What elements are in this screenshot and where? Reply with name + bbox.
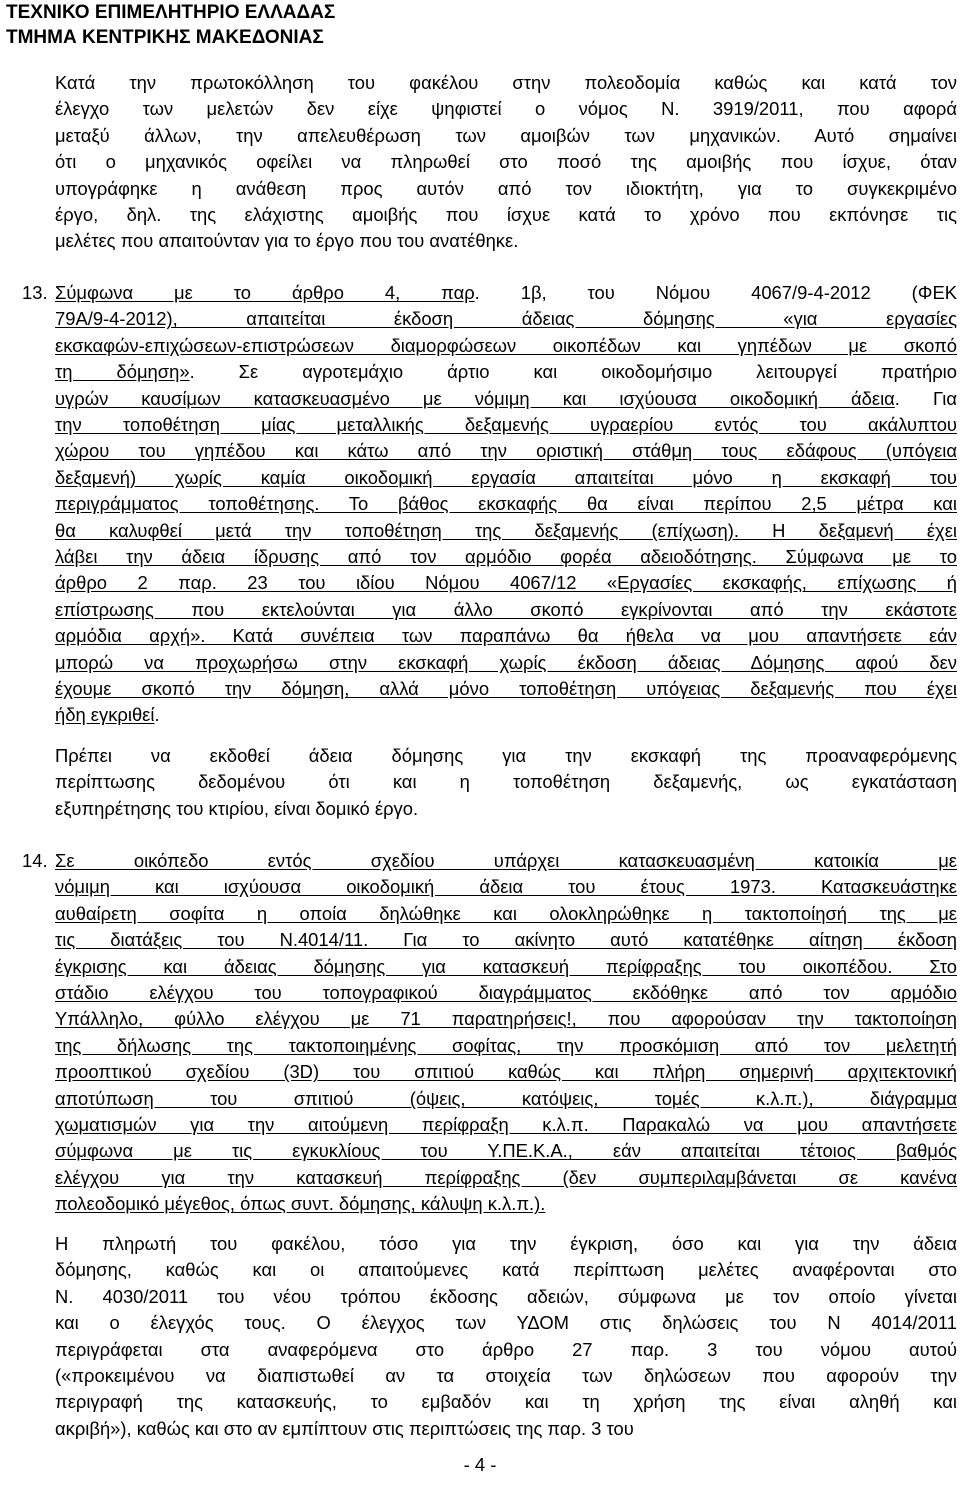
text-segment: περίπτωσης δεδομένου ότι και η τοποθέτηση δεξαμενής, ως εγκατάσταση <box>55 771 957 792</box>
text-line <box>55 333 957 359</box>
text-segment: Ν. 4030/2011 του νέου τρόπου έκδοσης αδειών, σύμφωνα με τον οποίο γίνεται <box>55 1286 957 1307</box>
underlined-text: μπορώ να προχωρήσω στην εκσκαφή χωρίς έκδοση άδειας Δόμησης αφού δεν <box>55 652 957 673</box>
underlined-text: τις διατάξεις του Ν.4014/11 <box>55 929 364 950</box>
underlined-text: περιγράμματος τοποθέτησης <box>55 493 315 514</box>
underlined-text: σύμφωνα με τις εγκυκλίους του Υ.ΠΕ.Κ.Α. <box>55 1140 568 1161</box>
underlined-text: υγρών καυσίμων κατασκευασμένο με νόμιμη και ισχύουσα οικοδομική άδεια <box>55 388 895 409</box>
underlined-text: αυθαίρετη σοφίτα η οποία δηλώθηκε και ολοκληρώθηκε η τακτοποίησή της με <box>55 903 957 924</box>
underlined-text: , εάν απαιτείται τέτοιος βαθμός <box>567 1140 957 1161</box>
underlined-text: !, που αφορούσαν την τακτοποίηση <box>566 1008 957 1029</box>
underlined-text: πολεοδομικό μέγεθος, όπως συντ. δόμησης, κάλυψη κ.λ.π.). <box>55 1193 546 1214</box>
underlined-text: αρμόδια αρχή» <box>55 625 201 646</box>
text-segment: και ο έλεγχός τους. Ο έλεγχος των ΥΔΟΜ στις δηλώσεις του Ν 4014/2011 <box>55 1312 957 1333</box>
text-line <box>55 123 957 149</box>
text-line <box>55 1363 957 1389</box>
text-line <box>55 149 957 175</box>
underlined-text: χωματισμών για την αιτούμενη περίφραξη κ.λ.π <box>55 1114 584 1135</box>
text-line <box>55 676 957 702</box>
underlined-text: άρθρο 2 παρ <box>55 572 212 593</box>
text-line <box>55 1059 957 1085</box>
underlined-text: . Το βάθος εκσκαφής θα είναι περίπου 2,5 μέτρα και <box>314 493 958 514</box>
underlined-text: . Κατασκευάστηκε <box>770 876 957 897</box>
underlined-text: . Σύμφωνα με το <box>751 546 957 567</box>
underlined-text: . Για το ακίνητο αυτό κατατέθηκε αίτηση έκδοση <box>363 929 957 950</box>
underlined-text: της δήλωσης της τακτοποιημένης σοφίτας, την προσκόμιση από τον μελετητή <box>55 1035 957 1056</box>
text-line <box>55 96 957 122</box>
underlined-text: . Η δεξαμενή έχει <box>733 520 957 541</box>
underlined-text: . Στο <box>887 956 957 977</box>
text-line <box>55 1138 957 1164</box>
text-line <box>55 597 957 623</box>
underlined-text: επίστρωσης που εκτελούνται για άλλο σκοπό εγκρίνονται από την εκάστοτε <box>55 599 957 620</box>
text-line <box>55 1310 957 1336</box>
text-segment: υπογράφηκε η ανάθεση προς αυτόν από τον ιδιοκτήτη, για το συγκεκριμένο <box>55 178 957 199</box>
text-line <box>55 176 957 202</box>
underlined-text: Σύμφωνα με το άρθρο 4, παρ <box>55 282 475 303</box>
underlined-text: τη δόμηση» <box>55 361 190 382</box>
text-line <box>55 228 957 254</box>
text-line <box>55 1165 957 1191</box>
underlined-text: αποτύπωση του σπιτιού (όψεις, κατόψεις, τομές κ.λ.π.), διάγραμμα <box>55 1088 957 1109</box>
text-segment: Η πληρωτή του φακέλου, τόσο για την έγκριση, όσο και για την άδεια <box>55 1233 957 1254</box>
underlined-text: στάδιο ελέγχου του τοπογραφικού διαγράμματος εκδόθηκε από τον αρμόδιο <box>55 982 957 1003</box>
text-line <box>55 769 957 795</box>
underlined-text: λάβει την άδεια ίδρυσης από τον αρμόδιο φορέα αδειοδότησης <box>55 546 752 567</box>
item-14-number: 14. <box>22 850 48 871</box>
text-line <box>55 491 957 517</box>
text-segment: . Σε αγροτεμάχιο άρτιο και οικοδομήσιμο λειτουργεί πρατήριο <box>189 361 957 382</box>
text-line <box>55 1191 957 1217</box>
underlined-text: Σε οικόπεδο εντός σχεδίου υπάρχει κατασκευασμένη κατοικία με <box>55 850 957 871</box>
text-line <box>55 874 957 900</box>
text-line <box>55 980 957 1006</box>
text-segment: περιγράφεται στα αναφερόμενα στο άρθρο 27 παρ. 3 του νόμου αυτού <box>55 1339 957 1360</box>
text-line <box>55 1231 957 1257</box>
text-line <box>55 702 957 728</box>
text-line <box>55 954 957 980</box>
text-line <box>55 1416 957 1442</box>
underlined-text: προοπτικού σχεδίου (3D) του σπιτιού καθώς και πλήρη σημερινή αρχιτεκτονική <box>55 1061 957 1082</box>
underlined-text: . Κατά συνέπεια των παραπάνω θα ήθελα να μου απαντήσετε εάν <box>200 625 957 646</box>
text-segment: περιγραφή της κατασκευής, το εμβαδόν και τη χρήση της είναι αληθή και <box>55 1391 957 1412</box>
text-line <box>55 1337 957 1363</box>
underlined-text: δεξαμενή) χωρίς καμία οικοδομική εργασία απαιτείται μόνο η εκσκαφή του <box>55 467 957 488</box>
underlined-text: ελέγχου για την κατασκευή περίφραξης (δεν συμπεριλαμβάνεται σε κανένα <box>55 1167 957 1188</box>
underlined-text: έχουμε σκοπό την δόμηση, αλλά μόνο τοποθέτηση υπόγειας δεξαμενής που έχει <box>55 678 957 699</box>
text-segment: Κατά την πρωτοκόλληση του φακέλου στην πολεοδομία καθώς και κατά τον <box>55 72 957 93</box>
text-segment: . Για <box>894 388 958 409</box>
text-line <box>55 1086 957 1112</box>
underlined-text: εκσκαφών-επιχώσεων-επιστρώσεων διαμορφώσεων οικοπέδων και γηπέδων με σκοπό <box>55 335 957 356</box>
text-line <box>55 1112 957 1138</box>
text-line <box>55 306 957 332</box>
text-line <box>55 743 957 769</box>
underlined-text: την τοποθέτηση μίας μεταλλικής δεξαμενής υγραερίου εντός του ακάλυπτου <box>55 414 957 435</box>
text-line <box>55 386 957 412</box>
underlined-text: 79Α/9-4-2012), απαιτείται έκδοση άδειας δόμησης «για εργασίες <box>55 308 957 329</box>
text-segment: ακριβή»), καθώς και στο αν εμπίπτουν στις περιπτώσεις της παρ. 3 του <box>55 1418 634 1439</box>
text-line <box>55 796 957 822</box>
text-line <box>55 544 957 570</box>
text-line <box>55 70 957 96</box>
header-organization: ΤΕΧΝΙΚΟ ΕΠΙΜΕΛΗΤΗΡΙΟ ΕΛΛΑΔΑΣ <box>6 2 336 23</box>
underlined-text: έγκρισης και άδειας δόμησης για κατασκευή περίφραξης του οικοπέδου <box>55 956 888 977</box>
document-header <box>6 0 335 50</box>
underlined-text: . Παρακαλώ να μου απαντήσετε <box>583 1114 957 1135</box>
text-segment: έργο, δηλ. της ελάχιστης αμοιβής που ίσχυε κατά το χρόνο που εκπόνησε τις <box>55 204 957 225</box>
underlined-text: ήδη εγκριθεί <box>55 704 155 725</box>
text-line <box>55 650 957 676</box>
text-line <box>55 927 957 953</box>
text-segment: Πρέπει να εκδοθεί άδεια δόμησης για την εκσκαφή της προαναφερόμενης <box>55 745 957 766</box>
text-line <box>55 438 957 464</box>
text-line <box>55 359 957 385</box>
text-segment: δόμησης, καθώς και οι απαιτούμενες κατά περίπτωση μελέτες αναφέρονται στο <box>55 1259 957 1280</box>
text-line <box>55 1389 957 1415</box>
text-line <box>55 570 957 596</box>
text-line <box>55 280 957 306</box>
underlined-text: νόμιμη και ισχύουσα οικοδομική άδεια του έτους 1973 <box>55 876 771 897</box>
underlined-text: Υπάλληλο, φύλλο ελέγχου με 71 παρατηρήσεις <box>55 1008 567 1029</box>
text-line <box>55 1006 957 1032</box>
item-13-number: 13. <box>22 282 48 303</box>
text-segment: μεταξύ άλλων, την απελευθέρωση των αμοιβών των μηχανικών. Αυτό σημαίνει <box>55 125 957 146</box>
underlined-text: χώρου του γηπέδου και κάτω από την οριστική στάθμη τους εδάφους (υπόγεια <box>55 440 957 461</box>
text-segment: εξυπηρέτησης του κτιρίου, είναι δομικό έργο. <box>55 798 419 819</box>
text-line <box>55 1033 957 1059</box>
text-line <box>55 202 957 228</box>
text-segment: μελέτες που απαιτούνταν για το έργο που του ανατέθηκε. <box>55 230 519 251</box>
text-line <box>55 518 957 544</box>
text-line <box>55 623 957 649</box>
text-line <box>55 901 957 927</box>
page-number: - 4 - <box>463 1454 497 1475</box>
text-segment: («προκειμένου να διαπιστωθεί αν τα στοιχεία των δηλώσεων που αφορούν την <box>55 1365 957 1386</box>
header-department: ΤΜΗΜΑ ΚΕΝΤΡΙΚΗΣ ΜΑΚΕΔΟΝΙΑΣ <box>6 27 324 48</box>
text-segment: . 1β, του Νόμου 4067/9-4-2012 (ΦΕΚ <box>474 282 957 303</box>
text-segment: ότι ο μηχανικός οφείλει να πληρωθεί στο ποσό της αμοιβής που ίσχυε, όταν <box>55 151 957 172</box>
text-segment: . <box>154 704 160 725</box>
underlined-text: θα καλυφθεί μετά την τοποθέτηση της δεξαμενής (επίχωση) <box>55 520 734 541</box>
text-line <box>55 1257 957 1283</box>
text-line <box>55 1284 957 1310</box>
underlined-text: . 23 του ιδίου Νόμου 4067/12 «Εργασίες εκσκαφής, επίχωσης ή <box>211 572 958 593</box>
text-line <box>55 465 957 491</box>
text-line <box>55 412 957 438</box>
text-segment: έλεγχο των μελετών δεν είχε ψηφιστεί ο νόμος Ν. 3919/2011, που αφορά <box>55 98 957 119</box>
text-line <box>55 848 957 874</box>
